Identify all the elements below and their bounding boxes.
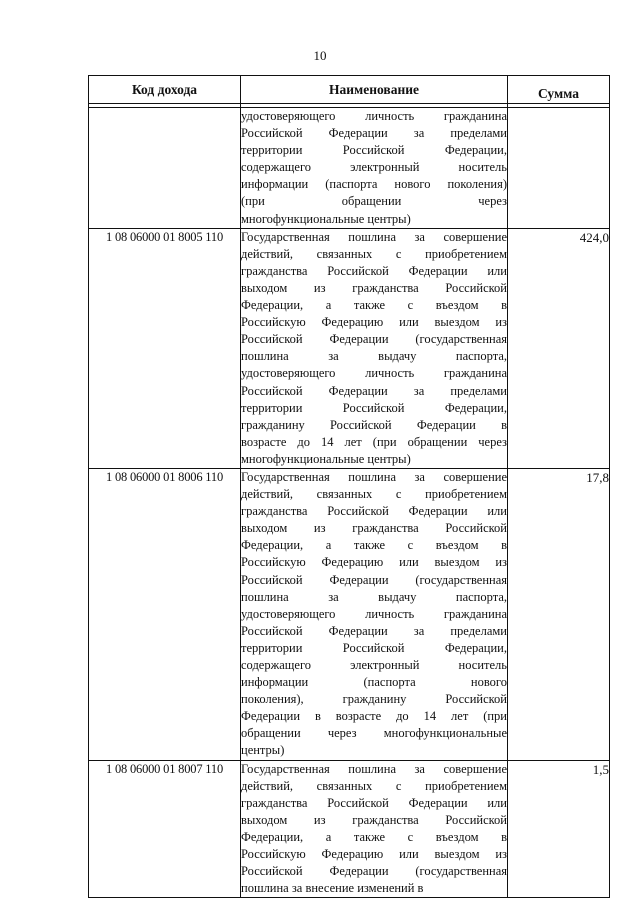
revenue-name-line: Российской Федерации (государственная (241, 864, 507, 879)
revenue-name-line: действий, связанных с приобретением (241, 487, 507, 502)
revenue-sum: 424,0 (508, 228, 610, 468)
revenue-name-line: удостоверяющего личность гражданина (241, 606, 507, 621)
revenue-name-line: пошлина за внесение изменений в (241, 881, 424, 896)
revenue-name-line: Российской Федерации (государственная (241, 332, 507, 347)
revenue-code (89, 108, 241, 229)
revenue-name-line: Российскую Федерацию или выездом из (241, 315, 507, 330)
revenue-table (88, 75, 610, 898)
revenue-name-line: гражданину Российской Федерации в (241, 417, 507, 432)
page-number: 10 (313, 48, 327, 63)
revenue-name-line: центры) (241, 743, 285, 758)
revenue-name-line: поколения), гражданину Российской (241, 692, 507, 707)
revenue-name-line: пошлина за выдачу паспорта, (241, 589, 507, 604)
revenue-code: 1 08 06000 01 8007 110 (89, 760, 241, 898)
table-row (89, 760, 610, 898)
revenue-name-line: выходом из гражданства Российской (241, 280, 507, 295)
revenue-name-line: содержащего электронный носитель (241, 160, 507, 175)
revenue-name-line: Российской Федерации за пределами (241, 383, 507, 398)
revenue-name-line: многофункциональные центры) (241, 211, 411, 226)
revenue-name-line: многофункциональные центры) (241, 451, 411, 466)
revenue-name (241, 108, 508, 229)
header-name: Наименование (241, 76, 508, 104)
table-row (89, 228, 610, 468)
revenue-name-line: Российской Федерации за пределами (241, 623, 507, 638)
revenue-name-line: удостоверяющего личность гражданина (241, 366, 507, 381)
revenue-name-line: Российской Федерации за пределами (241, 126, 507, 141)
revenue-name-line: пошлина за выдачу паспорта, (241, 349, 507, 364)
table-row (89, 468, 610, 760)
revenue-sum: 17,8 (508, 468, 610, 760)
revenue-sum: 1,5 (508, 760, 610, 898)
revenue-name-line: гражданства Российской Федерации или (241, 263, 507, 278)
header-code: Код дохода (89, 76, 241, 104)
revenue-name-line: информации (паспорта нового поколения) (241, 177, 507, 192)
revenue-name-line: содержащего электронный носитель (241, 658, 507, 672)
revenue-code: 1 08 06000 01 8006 110 (89, 468, 241, 760)
revenue-name (241, 468, 508, 760)
revenue-name (241, 228, 508, 468)
revenue-name-line: выходом из гражданства Российской (241, 521, 507, 536)
revenue-name-line: Российскую Федерацию или выездом из (241, 555, 507, 570)
revenue-name-line: выходом из гражданства Российской (241, 812, 507, 827)
revenue-name (241, 760, 508, 898)
revenue-name-line: (при обращении через (241, 194, 507, 209)
table-body (89, 104, 610, 898)
revenue-name-line: территории Российской Федерации, (241, 143, 507, 158)
revenue-sum (508, 108, 610, 229)
revenue-name-line: Российской Федерации (государственная (241, 572, 507, 587)
revenue-name-line: территории Российской Федерации, (241, 400, 507, 415)
revenue-name-line: Федерации, а также с въездом в (241, 829, 507, 844)
revenue-name-line: Федерации, а также с въездом в (241, 538, 507, 553)
revenue-name-line: гражданства Российской Федерации или (241, 504, 507, 519)
revenue-name-line: действий, связанных с приобретением (241, 778, 507, 793)
table-header-row (89, 76, 610, 104)
table-row (89, 108, 610, 229)
revenue-name-line: информации (паспорта нового (241, 675, 507, 690)
revenue-name-line: действий, связанных с приобретением (241, 246, 507, 261)
revenue-name-line: гражданства Российской Федерации или (241, 795, 507, 810)
revenue-name-line: возрасте до 14 лет (при обращении через (241, 434, 507, 449)
revenue-name-line: Федерации в возрасте до 14 лет (при (241, 709, 507, 724)
revenue-name-line: удостоверяющего личность гражданина (241, 109, 507, 123)
revenue-name-line: Государственная пошлина за совершение (241, 229, 507, 244)
revenue-code: 1 08 06000 01 8005 110 (89, 228, 241, 468)
revenue-name-line: Федерации, а также с въездом в (241, 298, 507, 313)
header-sum: Сумма (508, 76, 610, 104)
revenue-name-line: Российскую Федерацию или выездом из (241, 847, 507, 862)
revenue-name-line: Государственная пошлина за совершение (241, 761, 507, 776)
revenue-name-line: обращении через многофункциональные (241, 726, 507, 741)
revenue-name-line: территории Российской Федерации, (241, 640, 507, 655)
revenue-name-line: Государственная пошлина за совершение (241, 469, 507, 484)
